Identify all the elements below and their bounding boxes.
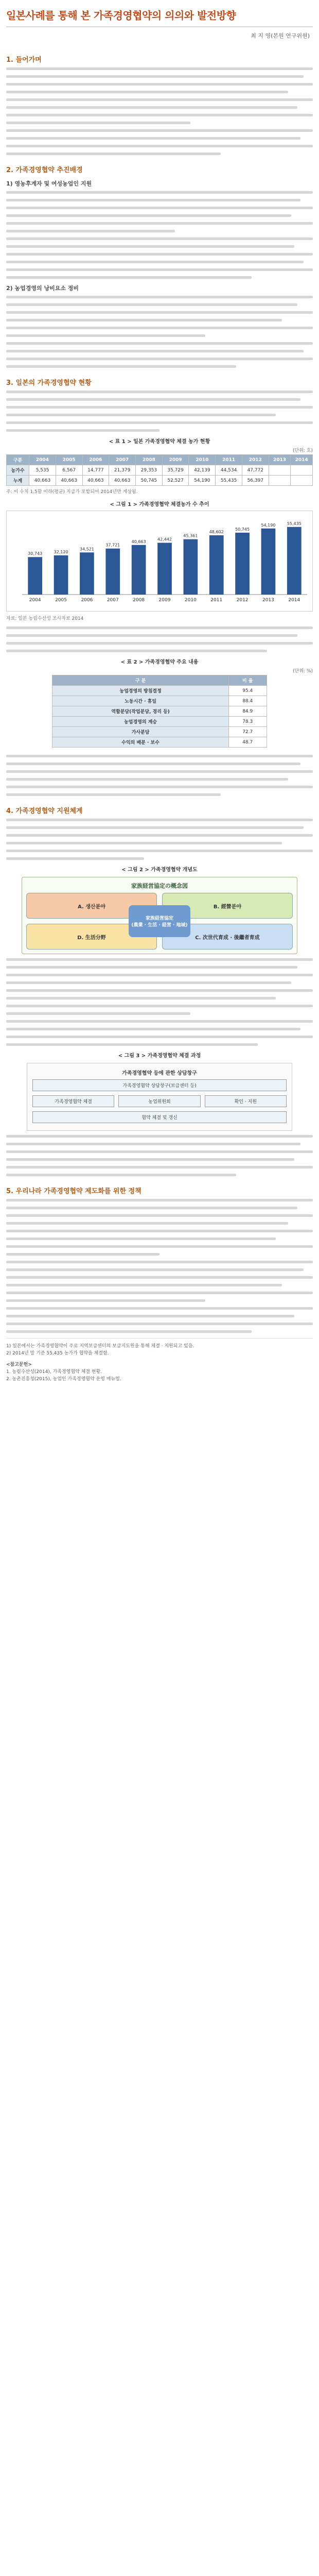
bar bbox=[28, 557, 42, 595]
table-cell: 35,729 bbox=[162, 465, 189, 476]
diagram-cell: C. 次世代育成 · 後繼者育成 bbox=[162, 924, 293, 950]
bar bbox=[132, 545, 146, 595]
body-text-block bbox=[6, 129, 313, 155]
table-header-cell: 2007 bbox=[109, 455, 136, 465]
bar bbox=[80, 552, 94, 595]
body-text-block bbox=[6, 958, 313, 1015]
section-heading-1: 1. 들어가며 bbox=[6, 56, 42, 64]
data-label: 45,361 bbox=[183, 533, 198, 538]
table-cell: 농업경영의 방침결정 bbox=[52, 686, 228, 696]
table-cell: 6,567 bbox=[56, 465, 82, 476]
reference: 2. 농촌진흥청(2015), 농업인 가족경영협약 운영 매뉴얼. bbox=[6, 1377, 121, 1382]
author-byline: 최 지 영(본원 연구위원) bbox=[251, 32, 310, 39]
table-header-cell: 2013 bbox=[269, 455, 291, 465]
table-cell: 21,379 bbox=[109, 465, 136, 476]
diagram-center: 家族経営協定 (農業 · 生活 · 経営 · 地域) bbox=[129, 905, 190, 937]
table-header-cell: 2004 bbox=[29, 455, 56, 465]
data-label: 40,663 bbox=[131, 539, 146, 544]
table-cell bbox=[291, 476, 313, 486]
diagram-cell: A. 생산분야 bbox=[26, 893, 157, 919]
x-tick-label: 2004 bbox=[29, 598, 41, 603]
body-text-block bbox=[6, 191, 313, 232]
table-header-cell: 구분 bbox=[7, 455, 29, 465]
body-text-block bbox=[6, 1135, 313, 1176]
table-cell: 47,772 bbox=[242, 465, 269, 476]
table-header-cell: 구 분 bbox=[52, 675, 228, 686]
data-label: 55,435 bbox=[287, 521, 302, 526]
body-text-block bbox=[6, 1199, 313, 1256]
footnotes bbox=[6, 1338, 313, 1383]
x-tick-label: 2010 bbox=[184, 598, 197, 603]
table-cell: 농가수 bbox=[7, 465, 29, 476]
bar bbox=[261, 529, 276, 595]
x-tick-label: 2005 bbox=[55, 598, 67, 603]
table-header-cell: 2011 bbox=[216, 455, 242, 465]
bar bbox=[54, 555, 68, 595]
table-row bbox=[52, 686, 267, 696]
table-header-cell: 2014 bbox=[291, 455, 313, 465]
agreement-contents-table bbox=[52, 675, 267, 748]
section-heading-3: 3. 일본의 가족경영협약 현황 bbox=[6, 379, 92, 387]
bar bbox=[235, 533, 250, 595]
data-label: 48,602 bbox=[209, 529, 224, 534]
flow-box: 농업위원회 bbox=[118, 1095, 200, 1107]
footnote: 2) 2014년 말 기준 55,435 농가가 협약을 체결함. bbox=[6, 1351, 109, 1356]
body-text-block bbox=[6, 296, 313, 337]
table-cell bbox=[269, 476, 291, 486]
bar bbox=[184, 539, 198, 595]
diagram-title: 家族経営協定の概念図 bbox=[131, 883, 188, 889]
bar bbox=[287, 527, 302, 595]
flow-diagram bbox=[27, 1063, 292, 1131]
section-heading-2: 2. 가족경영협약 추진배경 bbox=[6, 166, 83, 174]
x-tick-label: 2012 bbox=[236, 598, 249, 603]
table-cell: 29,353 bbox=[136, 465, 163, 476]
table-cell: 48.7 bbox=[228, 737, 267, 748]
x-tick-label: 2009 bbox=[158, 598, 171, 603]
table-row bbox=[7, 476, 313, 486]
x-tick-label: 2007 bbox=[107, 598, 119, 603]
table-cell: 54,190 bbox=[189, 476, 216, 486]
table-cell: 역할분담(작업분담, 경리 등) bbox=[52, 706, 228, 717]
table-cell: 가사분담 bbox=[52, 727, 228, 737]
table-row bbox=[52, 706, 267, 717]
reference: 1. 농림수산성(2014), 가족경영협약 체결 현황. bbox=[6, 1369, 102, 1375]
page-title: 일본사례를 통해 본 가족경영협약의 의의와 발전방향 bbox=[6, 0, 313, 27]
diagram-cell: B. 經營분야 bbox=[162, 893, 293, 919]
diagram-cell: D. 生活分野 bbox=[26, 924, 157, 950]
subheading: 1) 영농후계자 및 여성농업인 지원 bbox=[6, 180, 92, 187]
table-header-cell: 2008 bbox=[136, 455, 163, 465]
table-row bbox=[7, 465, 313, 476]
references-heading: <참고문헌> bbox=[6, 1362, 32, 1367]
data-label: 50,745 bbox=[235, 527, 250, 532]
body-text-block bbox=[6, 1307, 313, 1333]
table-cell: 95.4 bbox=[228, 686, 267, 696]
bar bbox=[157, 543, 172, 595]
subheading: 2) 농업경영의 낭비요소 정비 bbox=[6, 285, 79, 292]
table-cell: 40,663 bbox=[56, 476, 82, 486]
table-cell: 노동시간 · 휴일 bbox=[52, 696, 228, 706]
table-header-cell: 2005 bbox=[56, 455, 82, 465]
diagram-caption: < 그림 2 > 가족경영협약 개념도 bbox=[121, 867, 198, 873]
data-label: 32,120 bbox=[54, 549, 68, 554]
table-cell: 40,663 bbox=[109, 476, 136, 486]
data-label: 37,721 bbox=[105, 543, 120, 548]
table-unit: (단위: %) bbox=[293, 669, 313, 674]
body-text-block bbox=[6, 1261, 313, 1302]
table-caption: < 표 2 > 가족경영협약 주요 내용 bbox=[120, 659, 199, 665]
table-cell: 52,527 bbox=[162, 476, 189, 486]
table-row bbox=[52, 717, 267, 727]
body-text-block bbox=[6, 238, 313, 279]
table-cell: 14,777 bbox=[82, 465, 109, 476]
table-row bbox=[52, 737, 267, 748]
table-cell: 72.7 bbox=[228, 727, 267, 737]
x-tick-label: 2008 bbox=[133, 598, 145, 603]
table-unit: (단위: 호) bbox=[293, 448, 313, 453]
x-tick-label: 2013 bbox=[262, 598, 274, 603]
table-header-cell: 2012 bbox=[242, 455, 269, 465]
table-cell: 42,139 bbox=[189, 465, 216, 476]
x-tick-label: 2011 bbox=[210, 598, 223, 603]
data-label: 54,190 bbox=[261, 522, 276, 528]
body-text-block bbox=[6, 755, 313, 796]
flow-caption: < 그림 3 > 가족경영협약 체결 과정 bbox=[118, 1053, 201, 1059]
footnote: 1) 일본에서는 가족경영협약이 주로 지역보급센터의 보급지도원을 통해 체결 · 지원되고 있음. bbox=[6, 1344, 194, 1349]
table-cell: 수익의 배분 · 보수 bbox=[52, 737, 228, 748]
data-label: 34,521 bbox=[79, 547, 94, 552]
body-text-block bbox=[6, 67, 313, 124]
bar bbox=[209, 535, 224, 595]
flow-box: 가족경영협약 상담창구(보급센터 등) bbox=[32, 1079, 287, 1091]
chart-caption: < 그림 1 > 가족경영협약 체결농가 수 추이 bbox=[110, 502, 209, 507]
table-cell: 5,535 bbox=[29, 465, 56, 476]
table-header-cell: 2009 bbox=[162, 455, 189, 465]
table-cell bbox=[269, 465, 291, 476]
farm-count-table bbox=[6, 454, 313, 486]
table-cell: 84.9 bbox=[228, 706, 267, 717]
table-header-cell: 2010 bbox=[189, 455, 216, 465]
body-text-block bbox=[6, 391, 313, 432]
table-cell: 56,397 bbox=[242, 476, 269, 486]
body-text-block bbox=[6, 819, 313, 860]
table-cell: 78.3 bbox=[228, 717, 267, 727]
table-caption: < 표 1 > 일본 가족경영협약 체결 농가 현황 bbox=[109, 439, 210, 445]
flow-box: 가족경영협약 체결 bbox=[32, 1095, 114, 1107]
table-header-cell: 비 율 bbox=[228, 675, 267, 686]
data-label: 42,442 bbox=[157, 537, 172, 542]
x-tick-label: 2014 bbox=[288, 598, 300, 603]
section-heading-4: 4. 가족경영협약 지원체계 bbox=[6, 807, 83, 815]
x-tick-label: 2006 bbox=[81, 598, 93, 603]
chart-source: 자료: 일본 농림수산성 조사자료 2014 bbox=[6, 616, 84, 621]
body-text-block bbox=[6, 342, 313, 368]
table-header-cell: 2006 bbox=[82, 455, 109, 465]
bar bbox=[105, 549, 120, 595]
table-cell: 40,663 bbox=[29, 476, 56, 486]
table-note: 주: 이 수치 1.5할 이하(평균) 지급가 포함되어 2014년만 계상됨. bbox=[6, 489, 138, 495]
flow-box: 협약 체결 및 갱신 bbox=[32, 1111, 287, 1123]
table-cell: 44,534 bbox=[216, 465, 242, 476]
table-row bbox=[52, 696, 267, 706]
body-text-block bbox=[6, 1020, 313, 1046]
table-cell bbox=[291, 465, 313, 476]
bar-chart-svg bbox=[7, 511, 312, 609]
data-label: 30,743 bbox=[28, 551, 43, 556]
table-cell: 55,435 bbox=[216, 476, 242, 486]
concept-diagram bbox=[22, 877, 297, 954]
table-cell: 누계 bbox=[7, 476, 29, 486]
body-text-block bbox=[6, 626, 313, 652]
flow-box: 확인 · 지원 bbox=[205, 1095, 287, 1107]
table-cell: 88.4 bbox=[228, 696, 267, 706]
table-row bbox=[52, 727, 267, 737]
flow-title: 가족경영협약 등에 관한 상담창구 bbox=[122, 1071, 197, 1076]
section-heading-5: 5. 우리나라 가족경영협약 제도화를 위한 정책 bbox=[6, 1188, 141, 1195]
table-cell: 40,663 bbox=[82, 476, 109, 486]
bar-chart bbox=[6, 511, 313, 612]
table-cell: 농업경영의 계승 bbox=[52, 717, 228, 727]
table-cell: 50,745 bbox=[136, 476, 163, 486]
